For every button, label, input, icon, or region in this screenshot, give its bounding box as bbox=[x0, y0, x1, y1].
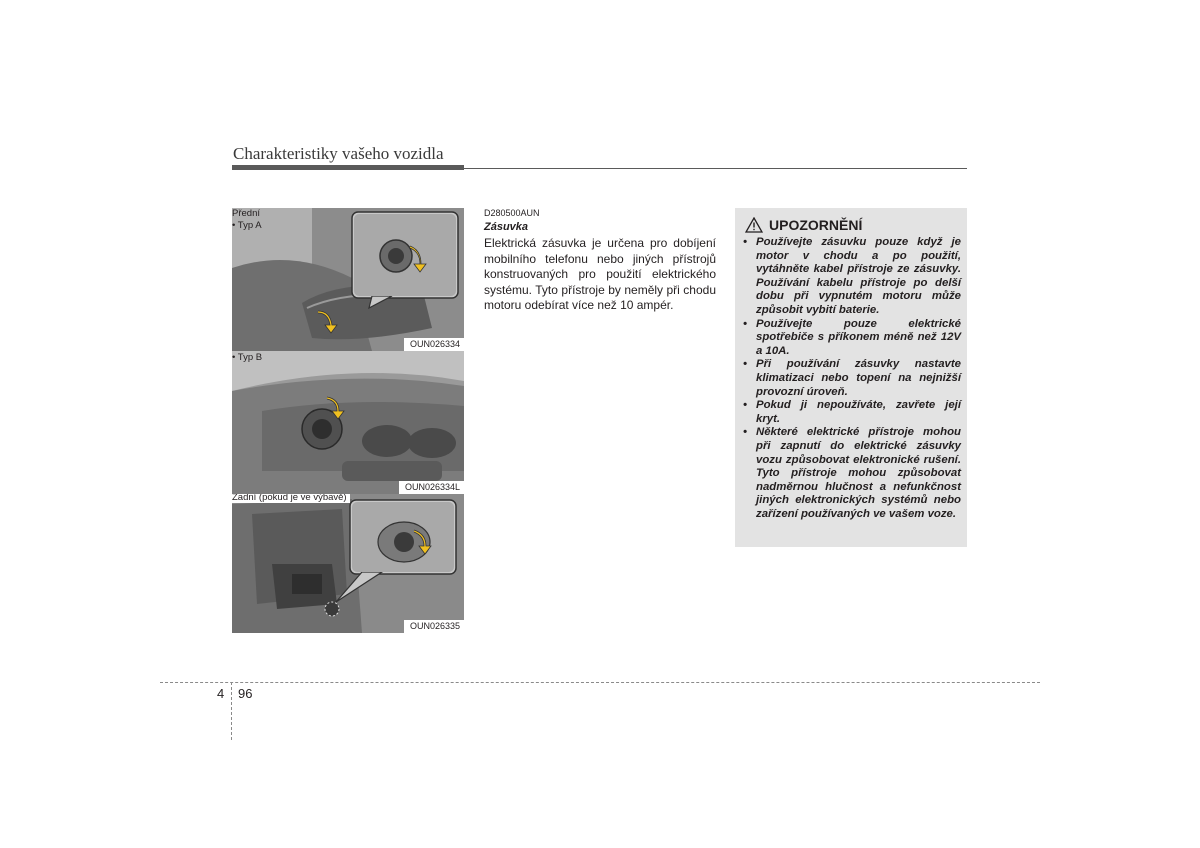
chapter-number: 4 bbox=[217, 686, 225, 701]
header-rule bbox=[464, 168, 967, 169]
warning-item: • Pokud ji nepoužíváte, zavřete její kryt. bbox=[743, 399, 961, 425]
figure-code: OUN026335 bbox=[404, 620, 464, 633]
warning-box bbox=[735, 208, 967, 547]
figure-code: OUN026334 bbox=[404, 338, 464, 351]
figure-caption-type-b: • Typ B bbox=[232, 352, 263, 363]
warning-triangle-icon bbox=[745, 217, 763, 233]
figure-caption-front: Přední bbox=[232, 208, 260, 219]
figure-code: OUN026334L bbox=[399, 481, 464, 494]
warning-list bbox=[741, 236, 961, 521]
warning-title: UPOZORNĚNÍ bbox=[769, 217, 863, 233]
section-title: Zásuvka bbox=[484, 221, 529, 233]
front-console-image bbox=[232, 208, 464, 351]
figure-caption-rear: Zadní (pokud je ve výbavě) bbox=[232, 494, 350, 503]
warning-header bbox=[745, 217, 862, 233]
warning-item: • Při používání zásuvky nastavte klimatizaci nebo topení na nejnižší provozní úroveň. bbox=[743, 358, 961, 398]
section-code: D280500AUN bbox=[484, 208, 540, 218]
header-bar bbox=[232, 165, 464, 170]
footer-divider bbox=[231, 682, 232, 740]
warning-item: • Používejte zásuvku pouze když je motor v chodu a po použití, vytáhněte kabel přístroje ze zásuvky. Používání kabelu přístroje po delší dobu při vypnutém motoru může způsobit vybití baterie. bbox=[743, 236, 961, 316]
page-number: 96 bbox=[238, 686, 253, 701]
figure-caption-type-a: • Typ A bbox=[232, 220, 262, 231]
footer-rule bbox=[160, 682, 1040, 683]
console-socket-image bbox=[232, 351, 464, 494]
page-header-title: Charakteristiky vašeho vozidla bbox=[233, 144, 444, 163]
figure-rear bbox=[232, 494, 464, 633]
section-body: Elektrická zásuvka je určena pro dobíjení mobilního telefonu nebo jiných přístrojů konstruovaných pro použití elektrického systému. Tyto přístroje by neměly při chodu motoru odebírat více než 10 ampér. bbox=[484, 236, 716, 312]
trunk-socket-image bbox=[232, 494, 464, 633]
figure-front-type-a bbox=[232, 208, 464, 351]
warning-item: • Používejte pouze elektrické spotřebiče s příkonem méně než 12V a 10A. bbox=[743, 317, 961, 357]
warning-item: • Některé elektrické přístroje mohou při zapnutí do elektrické zásuvky vozu způsobovat elektronické rušení. Tyto přístroje mohou způsobovat nadměrnou hlučnost a nefunkčnost jiných elektronických systémů nebo zařízení používaných ve vašem voze. bbox=[743, 426, 961, 520]
figure-type-b bbox=[232, 351, 464, 494]
